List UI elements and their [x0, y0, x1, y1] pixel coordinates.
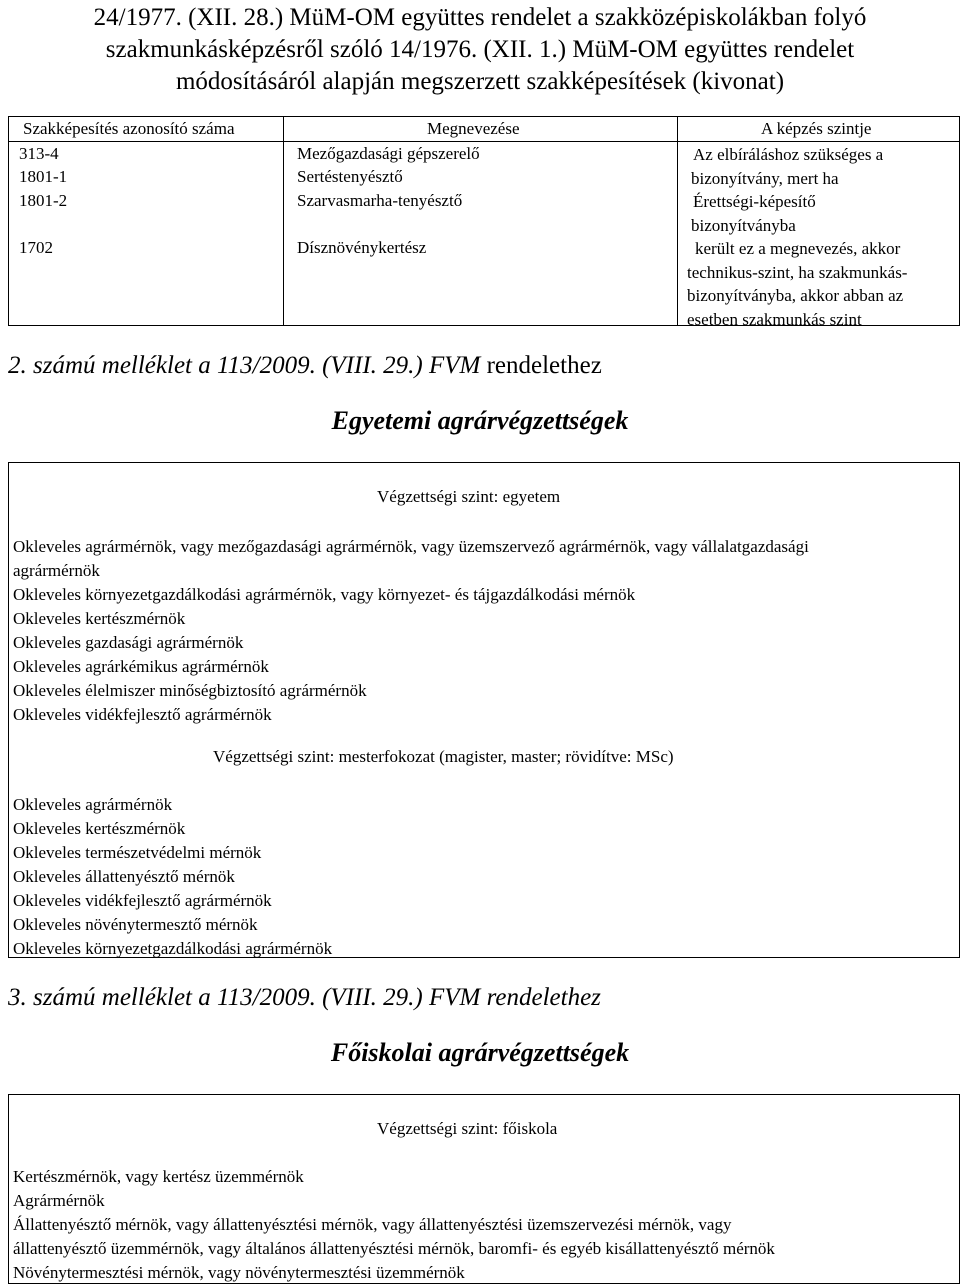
note-line: bizonyítvány, mert ha [691, 168, 839, 188]
list-item: Okleveles környezetgazdálkodási agrármérnök [13, 939, 333, 958]
list-item: Növénytermesztési mérnök, vagy növénytermesztési üzemmérnök [13, 1263, 465, 1282]
table-cell-name: Dísznövénykertész [297, 238, 427, 257]
list-item: Okleveles környezetgazdálkodási agrármérnök, vagy környezet- és tájgazdálkodási mérnök [13, 585, 636, 604]
table-cell-code: 1801-1 [19, 167, 68, 186]
list-item: Okleveles növénytermesztő mérnök [13, 915, 258, 934]
table-cell-code: 1702 [19, 238, 53, 257]
college-degrees-box [8, 1094, 960, 1284]
college-degree-list [13, 1165, 775, 1285]
column-header-level: A képzés szintje [761, 119, 872, 138]
column-header-name: Megnevezése [427, 119, 520, 138]
annex-3-label: 3. számú melléklet a 113/2009. (VIII. 29.) FVM rendelethez [8, 984, 601, 1011]
list-item: Agrármérnök [13, 1191, 105, 1210]
annex-2-title: Egyetemi agrárvégzettségek [331, 406, 629, 435]
list-item: Okleveles természetvédelmi mérnök [13, 843, 262, 862]
annex-2-label-suffix: rendelethez [486, 352, 602, 379]
column-header-code: Szakképesítés azonosító száma [23, 119, 235, 138]
table-header-row [9, 117, 959, 142]
note-line: bizonyítványba [691, 215, 796, 235]
list-item: Okleveles gazdasági agrármérnök [13, 633, 244, 652]
table-cell-name: Mezőgazdasági gépszerelő [297, 144, 480, 163]
list-item: Okleveles kertészmérnök [13, 819, 186, 838]
note-line: Érettségi-képesítő [693, 192, 816, 211]
table-cell-level-note [681, 143, 957, 331]
list-item: Okleveles élelmiszer minőségbiztosító agrármérnök [13, 681, 367, 700]
document-header [0, 2, 960, 98]
note-line: Az elbíráláshoz szükséges a [693, 145, 884, 164]
qualifications-table [8, 116, 960, 329]
header-line: szakmunkásképzésről szóló 14/1976. (XII. 1.) MüM-OM együttes rendelet [105, 36, 855, 63]
annex-2-label [8, 352, 602, 380]
table-cell-name: Szarvasmarha-tenyésztő [297, 191, 463, 210]
annex-3-title: Főiskolai agrárvégzettségek [330, 1038, 630, 1067]
note-line: bizonyítványba, akkor abban az [687, 286, 904, 305]
list-item: Okleveles agrármérnök [13, 795, 173, 814]
list-item: Okleveles állattenyésztő mérnök [13, 867, 235, 886]
university-degree-list [13, 535, 809, 727]
list-item: Okleveles kertészmérnök [13, 609, 186, 628]
degree-level-college: Végzettségi szint: főiskola [377, 1119, 558, 1138]
note-line: került ez a megnevezés, akkor [695, 239, 901, 258]
list-item: Okleveles agrárkémikus agrármérnök [13, 657, 269, 676]
column-divider [677, 117, 678, 325]
header-line: módosításáról alapján megszerzett szakképesítések (kivonat) [175, 68, 785, 95]
list-item: Okleveles agrármérnök, vagy mezőgazdasági agrármérnök, vagy üzemszervező agrármérnök, vagy vállalatgazdasági [13, 537, 809, 556]
annex-2-label-text: 2. számú melléklet a 113/2009. (VIII. 29.) FVM [8, 352, 481, 379]
degree-level-msc: Végzettségi szint: mesterfokozat (magister, master; rövidítve: MSc) [213, 747, 674, 766]
list-item: állattenyésztő üzemmérnök, vagy általános állattenyésztési mérnök, baromfi- és egyéb kisállattenyésztő mérnök [13, 1239, 775, 1258]
university-degrees-box [8, 462, 960, 958]
table-cell-code: 1801-2 [19, 191, 68, 210]
degree-level-university: Végzettségi szint: egyetem [377, 487, 561, 506]
table-cell-name: Sertéstenyésztő [297, 167, 403, 186]
list-item: Állattenyésztő mérnök, vagy állattenyésztési mérnök, vagy állattenyésztési üzemszervezési mérnök, vagy [13, 1215, 732, 1234]
table-cell-code: 313-4 [19, 144, 59, 163]
header-line: 24/1977. (XII. 28.) MüM-OM együttes rendelet a szakközépiskolákban folyó [93, 4, 867, 31]
list-item: Okleveles vidékfejlesztő agrármérnök [13, 891, 272, 910]
msc-degree-list [13, 793, 332, 961]
list-item: Kertészmérnök, vagy kertész üzemmérnök [13, 1167, 304, 1186]
list-item: agrármérnök [13, 561, 100, 580]
column-divider [283, 117, 284, 325]
list-item: Okleveles vidékfejlesztő agrármérnök [13, 705, 272, 724]
note-line: technikus-szint, ha szakmunkás- [687, 262, 908, 282]
note-line: esetben szakmunkás szint [687, 309, 862, 329]
